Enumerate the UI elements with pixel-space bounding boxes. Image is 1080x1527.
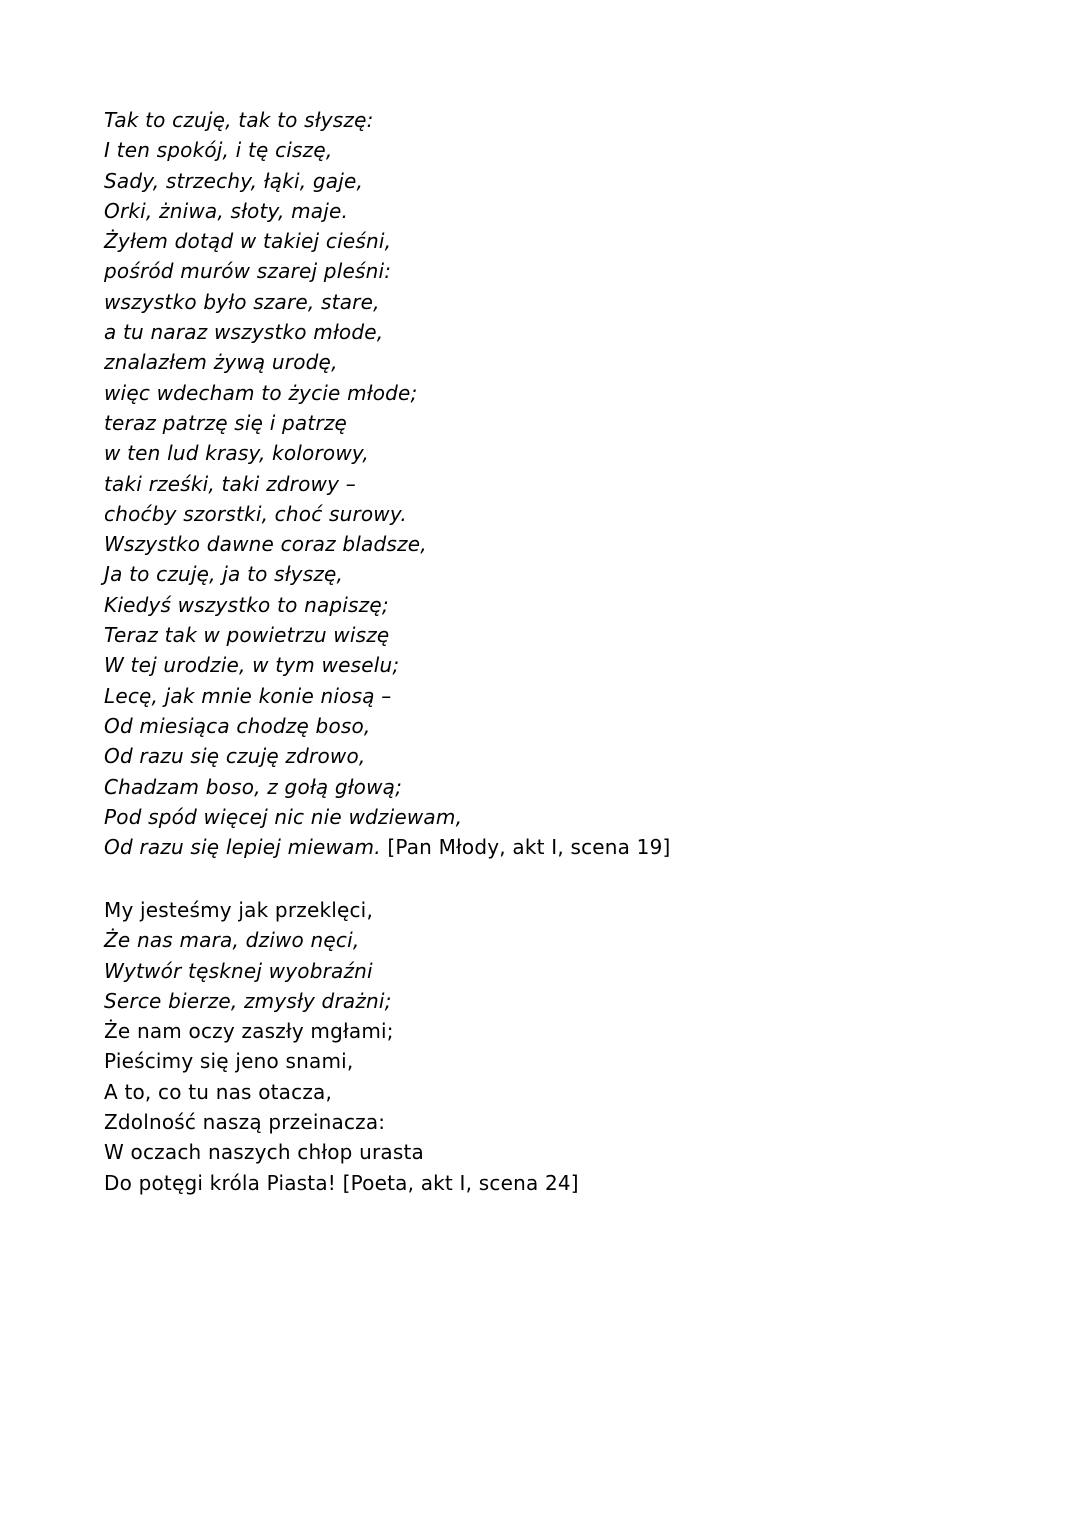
poem-line-with-source bbox=[104, 832, 671, 862]
poem-line: a tu naraz wszystko młode, bbox=[104, 320, 384, 345]
poem-line-with-source bbox=[104, 1168, 579, 1198]
poem-line: Że nam oczy zaszły mgłami; bbox=[104, 1019, 394, 1044]
poem-line: Zdolność naszą przeinacza: bbox=[104, 1110, 386, 1135]
poem-line: więc wdecham to życie młode; bbox=[104, 380, 418, 405]
poem-line: Od razu się czuję zdrowo, bbox=[104, 744, 366, 769]
poem-line: Do potęgi króla Piasta! bbox=[104, 1170, 337, 1195]
poem-line: Pieścimy się jeno snami, bbox=[104, 1049, 354, 1074]
poem-line: I ten spokój, i tę ciszę, bbox=[104, 138, 333, 163]
poem-line: Chadzam boso, z gołą głową; bbox=[104, 774, 403, 799]
poem-line: A to, co tu nas otacza, bbox=[104, 1079, 333, 1104]
poem-line: teraz patrzę się i patrzę bbox=[104, 410, 348, 435]
poem-line: pośród murów szarej pleśni: bbox=[104, 259, 392, 284]
poem-line: w ten lud krasy, kolorowy, bbox=[104, 441, 369, 466]
poem-line: Kiedyś wszystko to napiszę; bbox=[104, 592, 389, 617]
source-citation: [Poeta, akt I, scena 24] bbox=[342, 1170, 579, 1195]
poem-line: W tej urodzie, w tym weselu; bbox=[104, 653, 400, 678]
poem-line: Że nas mara, dziwo nęci, bbox=[104, 928, 360, 953]
poem-line: Pod spód więcej nic nie wdziewam, bbox=[104, 804, 463, 829]
poem-line: wszystko było szare, stare, bbox=[104, 289, 380, 314]
source-citation: [Pan Młody, akt I, scena 19] bbox=[387, 835, 671, 860]
poem-line: My jesteśmy jak przeklęci, bbox=[104, 898, 373, 922]
poem-line: taki rześki, taki zdrowy – bbox=[104, 471, 356, 496]
poem-stanza-pan-mlody bbox=[104, 105, 671, 862]
poem-line: znalazłem żywą urodę, bbox=[104, 350, 338, 375]
poem-line: Wszystko dawne coraz bladsze, bbox=[104, 532, 427, 557]
poem-line: Ja to czuję, ja to słyszę, bbox=[104, 562, 344, 587]
poem-line: choćby szorstki, choć surowy. bbox=[104, 501, 407, 526]
poem-line: Od miesiąca chodzę boso, bbox=[104, 713, 371, 738]
poem-line: Sady, strzechy, łąki, gaje, bbox=[104, 168, 364, 193]
poem-line: Od razu się lepiej miewam. bbox=[104, 835, 381, 860]
poem-line: Serce bierze, zmysły drażni; bbox=[104, 988, 392, 1013]
poem-stanza-poeta bbox=[104, 895, 579, 1198]
poem-line: Tak to czuję, tak to słyszę: bbox=[104, 108, 374, 132]
poem-line: W oczach naszych chłop urasta bbox=[104, 1140, 424, 1165]
poem-line: Teraz tak w powietrzu wiszę bbox=[104, 623, 390, 648]
poem-line: Orki, żniwa, słoty, maje. bbox=[104, 198, 349, 223]
poem-line: Lecę, jak mnie konie niosą – bbox=[104, 683, 392, 708]
poem-line: Wytwór tęsknej wyobraźni bbox=[104, 958, 373, 983]
poem-line: Żyłem dotąd w takiej cieśni, bbox=[104, 229, 392, 254]
